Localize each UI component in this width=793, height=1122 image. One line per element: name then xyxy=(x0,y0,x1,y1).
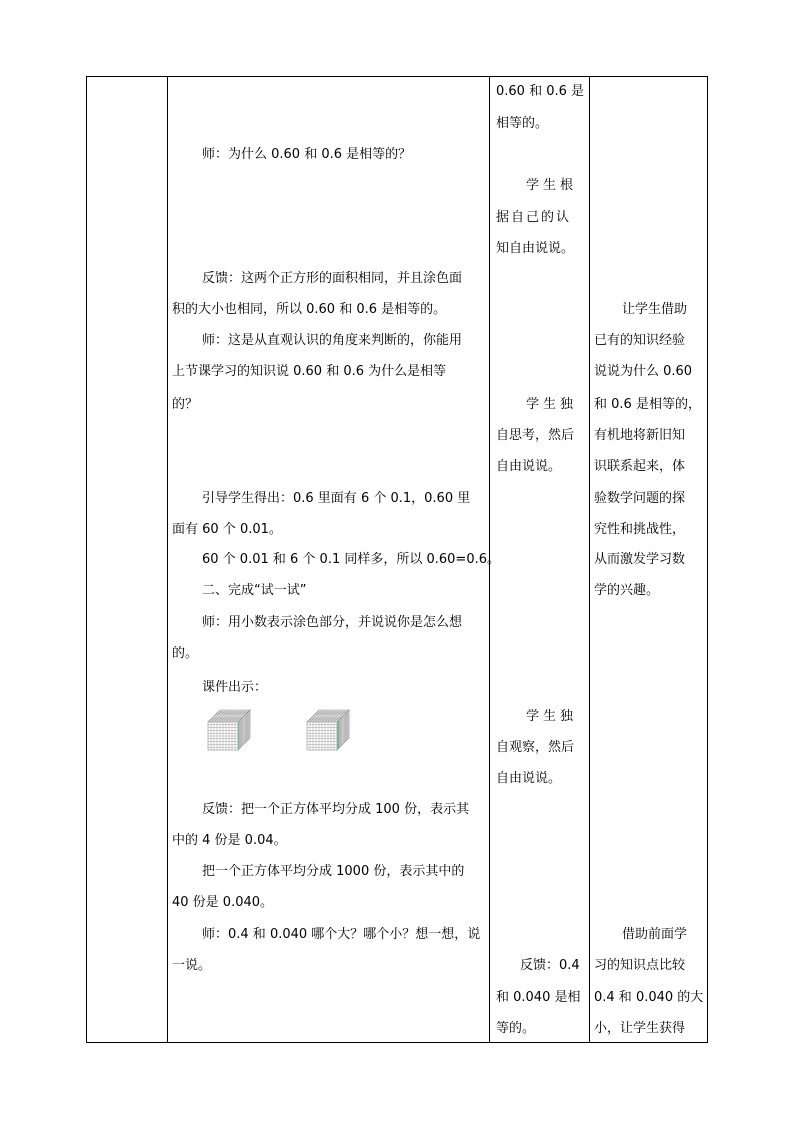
intent-text: 和 0.6 是相等的， xyxy=(594,397,701,412)
process-text: 积的大小也相同，所以 0.60 和 0.6 是相等的。 xyxy=(172,302,447,317)
intent-text: 习的知识点比较 xyxy=(594,958,686,973)
column-divider-1 xyxy=(167,76,168,1043)
process-text: 课件出示： xyxy=(202,680,268,695)
process-text: 师：0.4 和 0.040 哪个大？哪个小？想一想，说 xyxy=(202,927,481,942)
process-text: 师：用小数表示涂色部分，并说说你是怎么想 xyxy=(202,615,463,630)
cube-1-drawing xyxy=(208,710,250,750)
process-text: 师：为什么 0.60 和 0.6 是相等的？ xyxy=(202,147,412,162)
process-text: 的？ xyxy=(172,397,199,412)
cube-figure-2 xyxy=(305,708,351,752)
process-text: 中的 4 份是 0.04。 xyxy=(172,833,287,848)
process-text: 的。 xyxy=(172,646,199,661)
process-text: 60 个 0.01 和 6 个 0.1 同样多，所以 0.60=0.6。 xyxy=(202,552,501,567)
intent-text: 说说为什么 0.60 xyxy=(594,364,693,379)
student-text: 学生独 xyxy=(526,709,578,724)
student-text: 自思考，然后 xyxy=(496,428,575,443)
student-text: 学生独 xyxy=(526,397,578,412)
student-text: 0.60 和 0.6 是 xyxy=(496,84,585,99)
intent-text: 已有的知识经验 xyxy=(594,333,686,348)
student-text: 等的。 xyxy=(496,1021,536,1036)
process-text: 上节课学习的知识说 0.60 和 0.6 为什么是相等 xyxy=(172,364,447,379)
intent-text: 学的兴趣。 xyxy=(594,583,660,598)
process-text: 40 份是 0.040。 xyxy=(172,895,274,910)
student-text: 自观察，然后 xyxy=(496,740,575,755)
process-text: 面有 60 个 0.01。 xyxy=(172,522,282,537)
student-text: 和 0.040 是相 xyxy=(496,990,581,1005)
intent-text: 小，让学生获得 xyxy=(594,1021,686,1036)
intent-text: 识联系起来，体 xyxy=(594,459,686,474)
student-text: 学生根 xyxy=(526,178,578,193)
process-text: 引导学生得出：0.6 里面有 6 个 0.1，0.60 里 xyxy=(202,491,471,506)
student-text: 据自己的认 xyxy=(496,210,572,225)
student-text: 反馈：0.4 xyxy=(520,958,580,973)
intent-text: 究性和挑战性， xyxy=(594,522,686,537)
section-heading: 二、完成“试一试” xyxy=(202,583,307,598)
student-text: 自由说说。 xyxy=(496,459,562,474)
student-text: 知自由说说。 xyxy=(496,241,575,256)
student-text: 相等的。 xyxy=(496,116,549,131)
intent-text: 0.4 和 0.040 的大 xyxy=(594,990,704,1005)
student-text: 自由说说。 xyxy=(496,771,562,786)
intent-text: 让学生借助 xyxy=(622,302,688,317)
process-text: 反馈：把一个正方体平均分成 100 份，表示其 xyxy=(202,802,470,817)
intent-text: 有机地将新旧知 xyxy=(594,428,686,443)
process-text: 把一个正方体平均分成 1000 份，表示其中的 xyxy=(202,864,465,879)
intent-text: 从而激发学习数 xyxy=(594,552,686,567)
process-text: 一说。 xyxy=(172,958,212,973)
cube-figure-1 xyxy=(206,708,252,752)
cube-2-drawing xyxy=(307,710,349,750)
column-divider-3 xyxy=(589,76,590,1043)
process-text: 师：这是从直观认识的角度来判断的，你能用 xyxy=(202,333,463,348)
process-text xyxy=(172,271,485,287)
intent-text: 验数学问题的探 xyxy=(594,491,686,506)
process-text-line: 反馈：这两个正方形的面积相同，并且涂色面 xyxy=(202,271,463,286)
intent-text: 借助前面学 xyxy=(622,927,688,942)
